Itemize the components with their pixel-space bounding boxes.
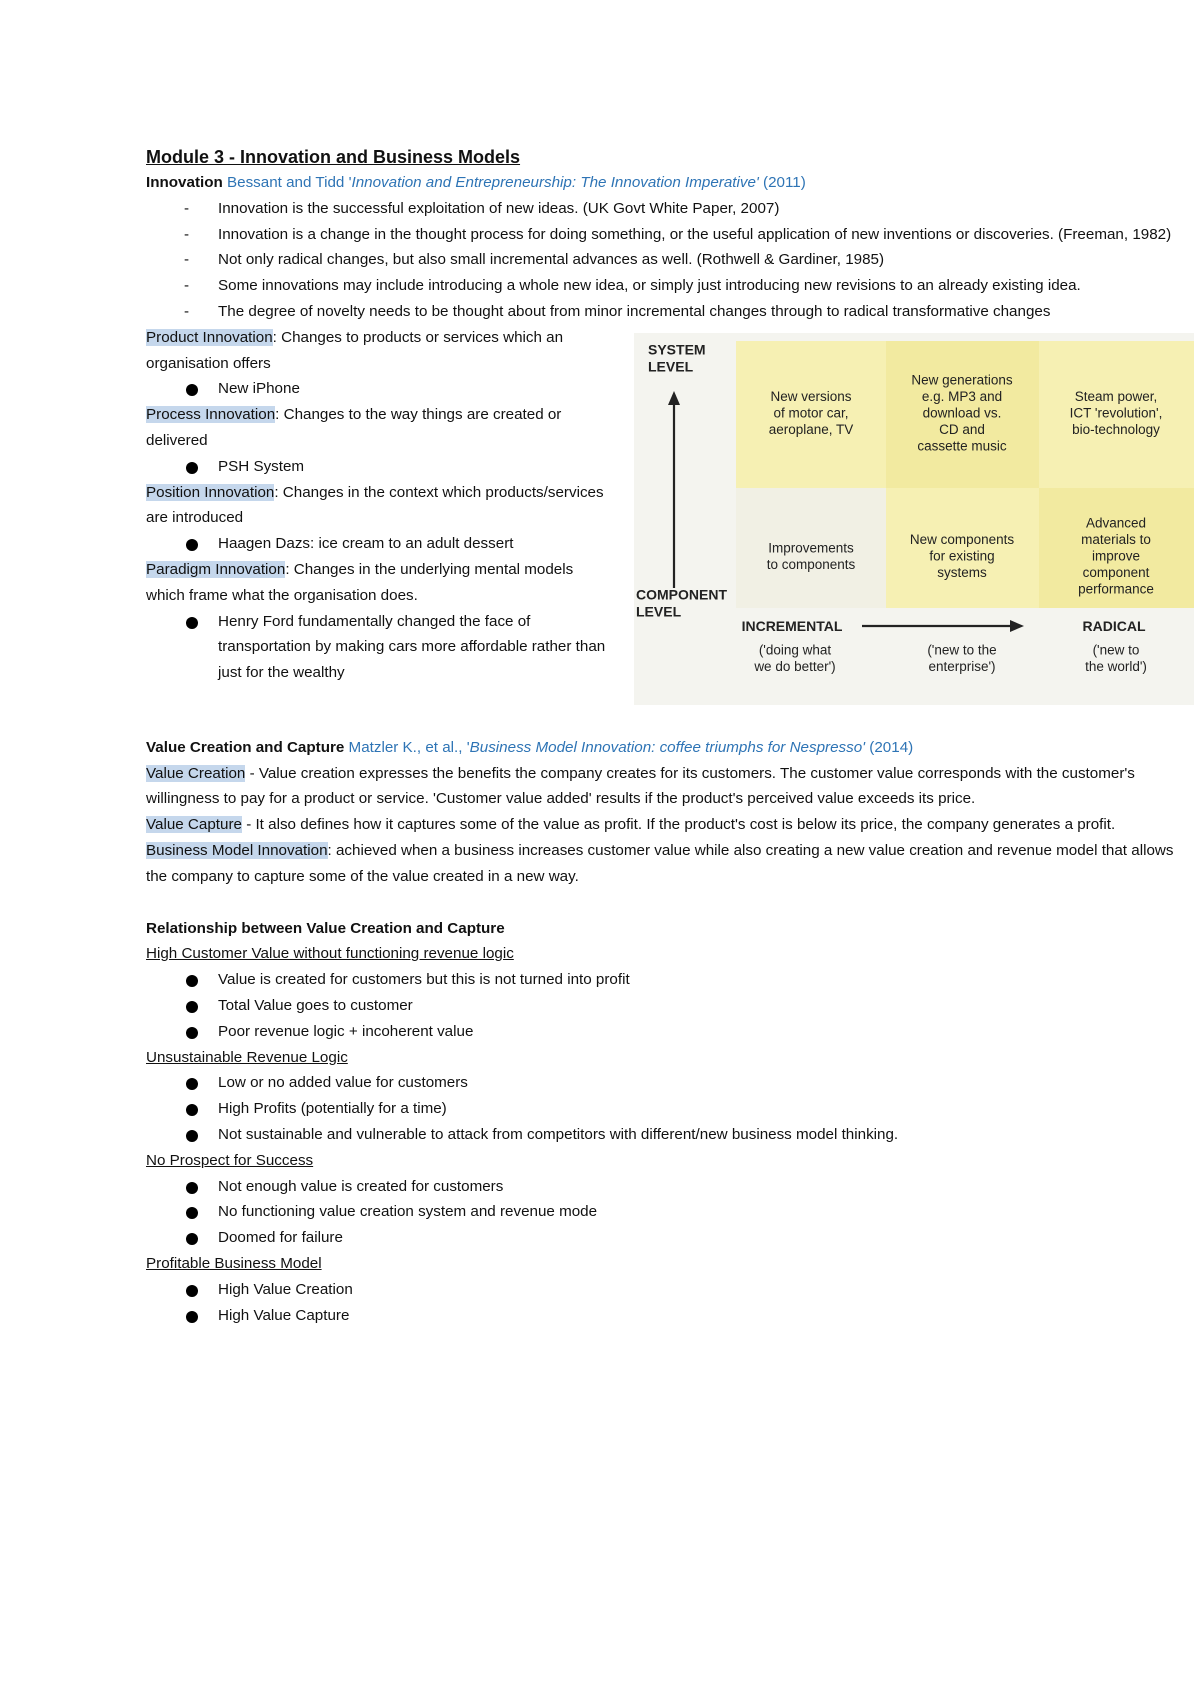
definition-text: - It also defines how it captures some of the value as profit. If the product's cost is below its price, the company generates a profit.	[241, 816, 1116, 834]
definition-text: : Changes in the underlying mental models which frame what the organisation does.	[146, 560, 574, 604]
matrix-cell-text: for existing	[929, 548, 995, 564]
bmi-label: Business Model Innovation	[146, 841, 328, 859]
paradigm-innovation-label: Paradigm Innovation	[146, 560, 286, 578]
value-ref-author: Matzler K., et al., '	[344, 738, 470, 756]
definition-text: : Changes in the context which products/services are introduced	[146, 483, 604, 527]
group-list	[146, 1174, 1196, 1251]
list-item: PSH System	[146, 454, 616, 480]
list-item: - Some innovations may include introducing a whole new idea, or simply just introducing new revisions to an already existing idea.	[146, 273, 1196, 299]
list-item: Doomed for failure	[146, 1225, 1196, 1251]
matrix-cell-text: bio-technology	[1072, 422, 1160, 438]
definition-text: : Changes to the way things are created or delivered	[146, 406, 562, 449]
axis-label-system-level: SYSTEM	[648, 341, 706, 358]
group-list	[146, 1277, 1196, 1329]
innovation-types	[146, 325, 616, 686]
innovation-heading	[146, 170, 1196, 196]
list-item: No functioning value creation system and revenue mode	[146, 1199, 1196, 1225]
matrix-cell-text: New versions	[770, 389, 852, 405]
list-item: - The degree of novelty needs to be thought about from minor incremental changes through to radical transformative changes	[146, 299, 1196, 325]
matrix-cell-text: e.g. MP3 and	[921, 389, 1003, 405]
position-innovation-definition	[146, 480, 616, 532]
group-list	[146, 1070, 1196, 1147]
paradigm-innovation-examples	[146, 609, 616, 686]
value-heading	[146, 735, 1196, 761]
group-title: Unsustainable Revenue Logic	[146, 1048, 348, 1066]
group-list	[146, 967, 1196, 1044]
axis-sublabel: ('doing what	[758, 642, 832, 658]
list-item: Poor revenue logic + incoherent value	[146, 1019, 1196, 1045]
list-item: High Value Creation	[146, 1277, 1196, 1303]
matrix-cell-text: CD and	[939, 422, 985, 438]
axis-sublabel: we do better')	[754, 658, 836, 674]
product-innovation-definition	[146, 325, 616, 377]
matrix-cell-text: to components	[766, 556, 856, 572]
axis-label-incremental: INCREMENTAL	[741, 617, 843, 634]
list-item: - Not only radical changes, but also small incremental advances as well. (Rothwell & Gardiner, 1985)	[146, 247, 1196, 273]
matrix-cell-text: cassette music	[917, 438, 1007, 454]
definition-text: - Value creation expresses the benefits the company creates for its customers. The customer value corresponds with the customer's willingness to pay for a product or service. 'Customer value added' results if the product's perceived value exceeds its price.	[146, 764, 1135, 808]
axis-label-system-level: LEVEL	[648, 358, 694, 375]
matrix-cell-text: component	[1082, 565, 1150, 581]
list-item: Value is created for customers but this is not turned into profit	[146, 967, 1196, 993]
value-creation-definition	[146, 761, 1196, 813]
list-item: High Value Capture	[146, 1303, 1196, 1329]
process-innovation-examples	[146, 454, 616, 480]
page-title: Module 3 - Innovation and Business Models	[146, 147, 521, 167]
matrix-cell-text: improve	[1091, 548, 1141, 564]
innovation-points	[146, 196, 1196, 325]
paradigm-innovation-definition	[146, 557, 616, 609]
value-creation-label: Value Creation	[146, 764, 246, 782]
axis-label-radical: RADICAL	[1082, 617, 1146, 634]
matrix-cell-text: New components	[909, 532, 1015, 548]
list-item: - Innovation is the successful exploitation of new ideas. (UK Govt White Paper, 2007)	[146, 196, 1196, 222]
product-innovation-examples	[146, 376, 616, 402]
value-ref-year: (2014)	[865, 738, 914, 756]
definition-text: : achieved when a business increases customer value while also creating a new value creation and revenue model that allows the company to capture some of the value created in a new way.	[146, 841, 1174, 885]
value-capture-definition	[146, 812, 1196, 838]
innovation-types-section	[146, 325, 1196, 709]
value-ref-title: Business Model Innovation: coffee triumphs for Nespresso'	[469, 738, 866, 756]
innovation-matrix-diagram	[634, 333, 1194, 705]
axis-label-component-level: COMPONENT	[636, 586, 727, 603]
axis-sublabel: ('new to the	[927, 642, 997, 658]
group-title: Profitable Business Model	[146, 1254, 322, 1272]
matrix-cell-text: performance	[1078, 581, 1154, 597]
spacer	[146, 709, 1196, 735]
document-page	[146, 145, 1196, 1328]
innovation-space-figure	[634, 333, 1194, 705]
matrix-cell-text: ICT 'revolution',	[1069, 405, 1163, 421]
innovation-label: Innovation	[146, 174, 223, 191]
innovation-ref-title: Innovation and Entrepreneurship: The Innovation Imperative'	[351, 174, 759, 191]
process-innovation-definition	[146, 402, 616, 454]
position-innovation-label: Position Innovation	[146, 483, 275, 501]
axis-sublabel: enterprise')	[928, 658, 996, 674]
innovation-ref-year: (2011)	[758, 174, 806, 191]
matrix-cell-text: materials to	[1081, 532, 1151, 548]
position-innovation-examples	[146, 531, 616, 557]
list-item: New iPhone	[146, 376, 616, 402]
axis-sublabel: ('new to	[1092, 642, 1140, 658]
matrix-cell-text: Advanced	[1085, 515, 1147, 531]
process-innovation-label: Process Innovation	[146, 406, 276, 424]
spacer	[146, 890, 1196, 916]
list-item: Henry Ford fundamentally changed the face of transportation by making cars more affordable rather than just for the wealthy	[146, 609, 616, 686]
matrix-cell-text: systems	[937, 565, 987, 581]
list-item: Low or no added value for customers	[146, 1070, 1196, 1096]
relationship-heading: Relationship between Value Creation and Capture	[146, 919, 505, 937]
value-heading-label: Value Creation and Capture	[146, 738, 345, 756]
list-item: Not sustainable and vulnerable to attack from competitors with different/new business model thinking.	[146, 1122, 1196, 1148]
list-item: High Profits (potentially for a time)	[146, 1096, 1196, 1122]
product-innovation-label: Product Innovation	[146, 328, 273, 346]
group-title: High Customer Value without functioning revenue logic	[146, 945, 514, 963]
matrix-cell-text: aeroplane, TV	[768, 422, 854, 438]
axis-sublabel: the world')	[1085, 658, 1147, 674]
bmi-definition	[146, 838, 1196, 890]
axis-label-component-level: LEVEL	[636, 603, 682, 620]
matrix-cell-text: download vs.	[922, 405, 1002, 421]
list-item: Total Value goes to customer	[146, 993, 1196, 1019]
matrix-cell-text: Steam power,	[1074, 389, 1158, 405]
list-item: Not enough value is created for customers	[146, 1174, 1196, 1200]
list-item: - Innovation is a change in the thought process for doing something, or the useful application of new inventions or discoveries. (Freeman, 1982)	[146, 222, 1196, 248]
vertical-axis-arrowhead	[668, 391, 680, 405]
list-item: Haagen Dazs: ice cream to an adult dessert	[146, 531, 616, 557]
matrix-cell-text: Improvements	[768, 540, 854, 556]
matrix-cell-text: New generations	[911, 372, 1013, 388]
definition-text: : Changes to products or services which an organisation offers	[146, 328, 564, 372]
horizontal-axis-arrowhead	[1010, 620, 1024, 632]
innovation-ref-author: Bessant and Tidd '	[227, 174, 352, 191]
value-capture-label: Value Capture	[146, 816, 242, 834]
group-title: No Prospect for Success	[146, 1151, 314, 1169]
matrix-cell-text: of motor car,	[773, 405, 849, 421]
